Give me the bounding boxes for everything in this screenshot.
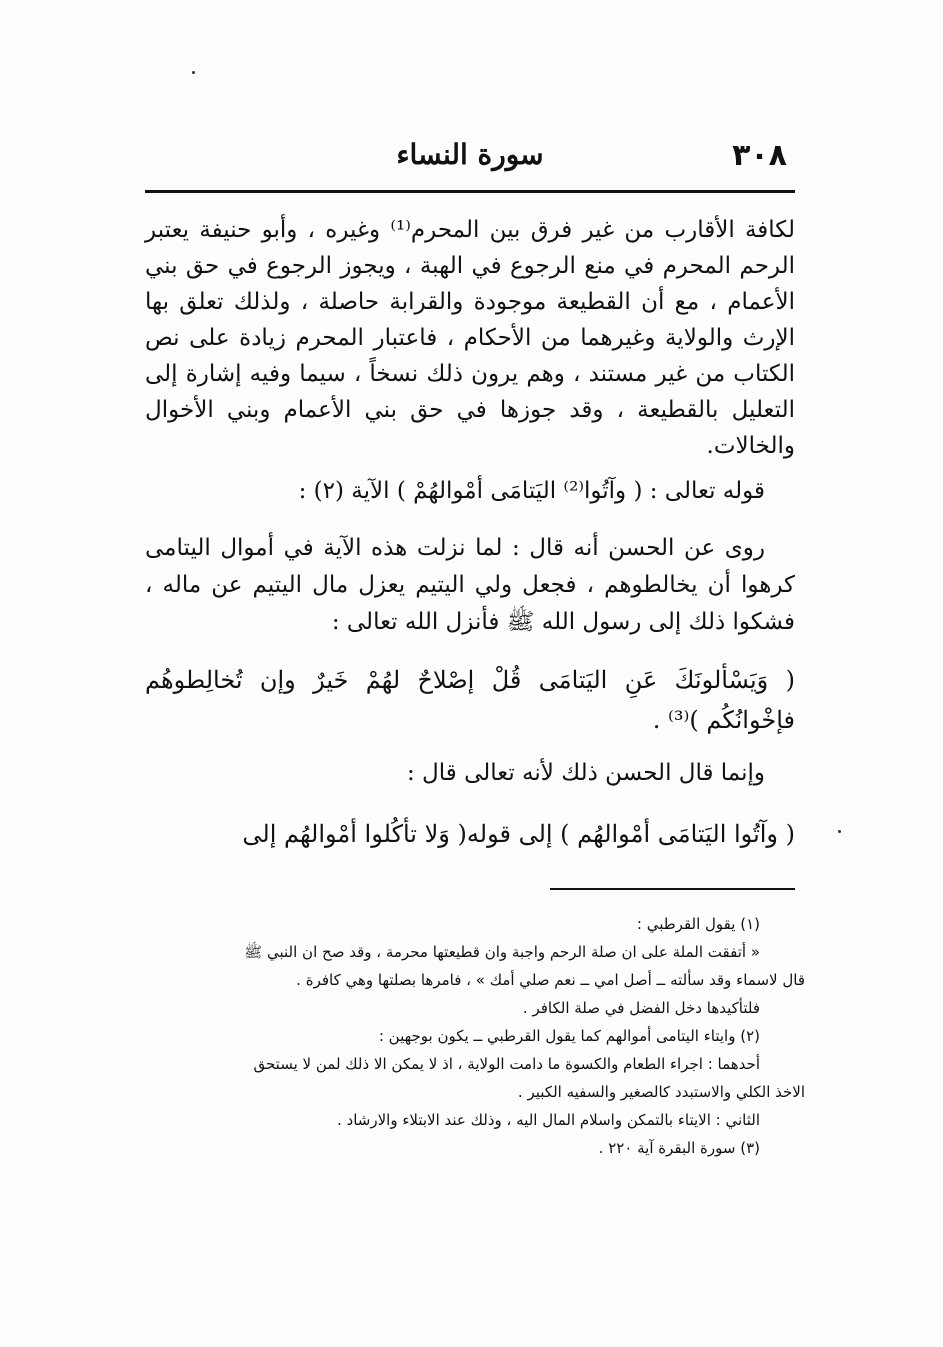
footnote-3: (٣) سورة البقرة آية ٢٢٠ . xyxy=(598,1139,760,1157)
quran-quote-1: ( وَيَسْألونَكَ عَنِ اليَتامَى قُلْ إصْلاحٌ لهُمْ خَيرٌ وإن تُخالِطوهُم فإخْوانُكُم )⁽³⁾ . xyxy=(145,666,795,734)
quran-quote-2: ( وآتُوا اليَتامَى أمْوالهُم ) إلى قوله( وَلا تأكُلوا أمْوالهُم إلى xyxy=(242,820,795,848)
footnote-1-line: « أتفقت الملة على ان صلة الرحم واجبة وان قطيعتها محرمة ، وقد صح ان النبي ﷺ xyxy=(244,943,760,961)
paragraph-2: روى عن الحسن أنه قال : لما نزلت هذه الآية في أموال اليتامى كرهوا أن يخالطوهم ، فجعل ولي اليتيم يعزل مال اليتيم عن ماله ، فشكوا ذلك إلى رسول الله ﷺ فأنزل الله تعالى : xyxy=(145,535,795,635)
footnote-rule xyxy=(550,888,795,890)
verse-heading-2: وإنما قال الحسن ذلك لأنه تعالى قال : xyxy=(407,760,765,786)
footnote-2-line: الثاني : الايتاء بالتمكن واسلام المال اليه ، وذلك عند الابتلاء والارشاد . xyxy=(337,1111,760,1129)
verse-heading-1: قوله تعالى : ( وآتُوا⁽²⁾ اليَتامَى أمْوالهُمْ ) الآية (٢) : xyxy=(298,478,765,504)
header-rule xyxy=(145,190,795,193)
footnote-1-heading: (١) يقول القرطبي : xyxy=(636,915,760,933)
page-number: ٣٠٨ xyxy=(732,138,787,173)
surah-title: سورة النساء xyxy=(396,138,544,171)
footnotes xyxy=(135,910,805,1162)
scan-speck xyxy=(838,830,841,833)
footnote-2-line: الاخذ الكلي والاستبدد كالصغير والسفيه الكبير . xyxy=(517,1083,805,1101)
scan-speck xyxy=(192,71,195,74)
footnote-1-line: فلتأكيدها دخل الفضل في صلة الكافر . xyxy=(522,999,760,1017)
footnote-2-heading: (٢) وايتاء اليتامى أموالهم كما يقول القرطبي ــ يكون بوجهين : xyxy=(378,1027,760,1045)
footnote-1-line: قال لاسماء وقد سألته ــ أصل امي ــ نعم صلي أمك » ، فامرها بصلتها وهي كافرة . xyxy=(296,971,805,989)
page-header xyxy=(145,138,795,178)
paragraph-1: لكافة الأقارب من غير فرق بين المحرم⁽¹⁾ وغيره ، وأبو حنيفة يعتبر الرحم المحرم في منع الرجوع في الهبة ، ويجوز الرجوع في حق بني الأعمام ، مع أن القطيعة موجودة والقرابة حاصلة ، ولذلك تعلق بها الإرث والولاية وغيرهما من الأحكام ، فاعتبار المحرم زيادة على نص الكتاب من غير مستند ، وهم يرون ذلك نسخاً ، سيما وفيه إشارة إلى التعليل بالقطيعة ، وقد جوزها في حق بني الأعمام وبني الأخوال والخالات. xyxy=(145,217,795,459)
footnote-2-line: أحدهما : اجراء الطعام والكسوة ما دامت الولاية ، اذ لا يمكن الا ذلك لمن لا يستحق xyxy=(253,1055,760,1073)
